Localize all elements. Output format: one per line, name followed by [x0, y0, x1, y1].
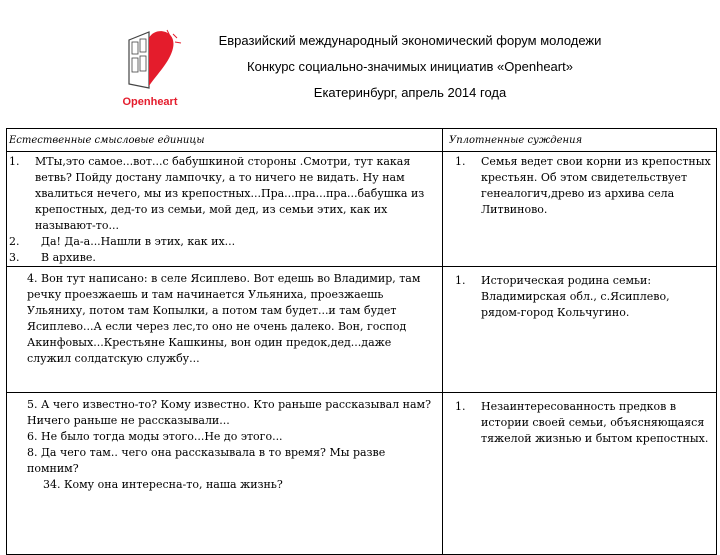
row1-right: 1. Семья ведет свои корни из крепостных крестьян. Об этом свидетельствует генеалогич,древо из архива села Литвиново. — [443, 152, 717, 267]
table-row — [7, 152, 717, 267]
table-header-row — [7, 129, 717, 152]
contest-title: Конкурс социально-значимых инициатив «Openheart» — [247, 59, 573, 74]
table-row — [7, 393, 717, 555]
analysis-table — [6, 128, 717, 555]
list-item: 2. Да! Да-а...Нашли в этих, как их... — [9, 235, 236, 248]
table-row — [7, 267, 717, 393]
row3-right: 1. Незаинтересованность предков в истории своей семьи, объясняющаяся тяжелой жизнью и бытом крепостных. — [443, 393, 717, 555]
slide-header — [0, 0, 720, 128]
row2-left: 4. Вон тут написано: в селе Ясиплево. Вот едешь во Владимир, там речку проезжаешь и там начинается Ульяниха, проезжаешь Ульяниху, потом там Копылки, а потом там будет...и там будет Ясиплево...А если через лес,то оно не очень далеко. Вон, господ Акинфовых...Крестьяне Кашкины, вон один предок,дед...даже служил солдатскую службу... — [7, 267, 443, 393]
row1-left — [7, 152, 443, 267]
list-item: 3. В архиве. — [9, 251, 96, 264]
row3-left: 5. А чего известно-то? Кому известно. Кто раньше рассказывал нам? Ничего раньше не рассказывали... 6. Не было тогда моды этого...Не до этого... 8. Да чего там.. чего она рассказывала в то время? Мы разве помним? 34. Кому она интересна-то, наша жизнь? — [7, 393, 443, 555]
forum-title: Евразийский международный экономический форум молодежи — [218, 33, 602, 48]
event-date: Екатеринбург, апрель 2014 года — [313, 85, 507, 100]
logo-text: Openheart — [122, 96, 178, 108]
list-item: 1. МТы,это самое...вот...с бабушкиной стороны .Смотри, тут какая ветвь? Пойду достану лампочку, а то ничего не видать. Ну нам хвалиться нечего, мы из крепостных...Пра...пра...пра...бабушка из крепостных, дед-то из семьи, мой дед, из семьи этих, как их называют-то... — [9, 155, 425, 232]
col2-header: Уплотненные суждения — [443, 129, 717, 152]
row2-right: 1. Историческая родина семьи: Владимирская обл., с.Ясиплево, рядом-город Кольчугино. — [443, 267, 717, 393]
col1-header: Естественные смысловые единицы — [7, 129, 443, 152]
